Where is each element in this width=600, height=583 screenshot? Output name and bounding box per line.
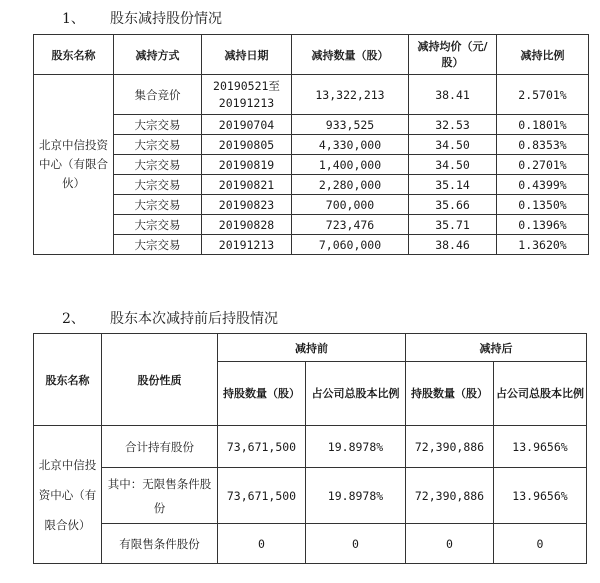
price-cell: 34.50 bbox=[409, 155, 497, 175]
header-holder: 股东名称 bbox=[34, 35, 114, 75]
section2-title: 股东本次减持前后持股情况 bbox=[110, 311, 278, 327]
ratio-before-cell: 0 bbox=[306, 524, 406, 564]
ratio-cell: 0.1396% bbox=[497, 215, 589, 235]
qty-cell: 4,330,000 bbox=[292, 135, 409, 155]
method-cell: 大宗交易 bbox=[114, 155, 202, 175]
method-cell: 大宗交易 bbox=[114, 175, 202, 195]
nature-cell: 合计持有股份 bbox=[102, 426, 218, 468]
holder-name: 北京中信投资中心（有限合伙） bbox=[34, 426, 102, 564]
method-cell: 大宗交易 bbox=[114, 135, 202, 155]
date-cell: 20190704 bbox=[202, 115, 292, 135]
qty-before-cell: 73,671,500 bbox=[218, 468, 306, 524]
ratio-before-cell: 19.8978% bbox=[306, 468, 406, 524]
table-row bbox=[34, 155, 589, 175]
qty-cell: 13,322,213 bbox=[292, 75, 409, 115]
date-cell: 20190521至20191213 bbox=[202, 75, 292, 115]
header-qty-after: 持股数量（股） bbox=[406, 362, 494, 426]
holder-name: 北京中信投资中心（有限合伙） bbox=[34, 75, 114, 255]
header-date: 减持日期 bbox=[202, 35, 292, 75]
price-cell: 38.46 bbox=[409, 235, 497, 255]
section2-heading bbox=[62, 308, 278, 328]
table-row bbox=[34, 468, 587, 524]
date-cell: 20190823 bbox=[202, 195, 292, 215]
table-row bbox=[34, 215, 589, 235]
holding-table bbox=[33, 333, 587, 564]
header-holder: 股东名称 bbox=[34, 334, 102, 426]
date-cell: 20190821 bbox=[202, 175, 292, 195]
price-cell: 35.14 bbox=[409, 175, 497, 195]
table-row bbox=[34, 235, 589, 255]
header-nature: 股份性质 bbox=[102, 334, 218, 426]
method-cell: 大宗交易 bbox=[114, 235, 202, 255]
nature-cell: 其中：无限售条件股份 bbox=[102, 468, 218, 524]
price-cell: 34.50 bbox=[409, 135, 497, 155]
ratio-before-cell: 19.8978% bbox=[306, 426, 406, 468]
ratio-cell: 0.1801% bbox=[497, 115, 589, 135]
qty-after-cell: 72,390,886 bbox=[406, 426, 494, 468]
ratio-after-cell: 0 bbox=[494, 524, 587, 564]
qty-cell: 700,000 bbox=[292, 195, 409, 215]
qty-before-cell: 73,671,500 bbox=[218, 426, 306, 468]
header-method: 减持方式 bbox=[114, 35, 202, 75]
header-price: 减持均价（元/股） bbox=[409, 35, 497, 75]
reduction-header-row bbox=[34, 35, 589, 75]
qty-cell: 7,060,000 bbox=[292, 235, 409, 255]
ratio-cell: 0.1350% bbox=[497, 195, 589, 215]
method-cell: 集合竞价 bbox=[114, 75, 202, 115]
table-row bbox=[34, 75, 589, 115]
holding-header-row bbox=[34, 334, 587, 362]
qty-cell: 723,476 bbox=[292, 215, 409, 235]
nature-cell: 有限售条件股份 bbox=[102, 524, 218, 564]
header-qty: 减持数量（股） bbox=[292, 35, 409, 75]
header-ratio: 减持比例 bbox=[497, 35, 589, 75]
ratio-after-cell: 13.9656% bbox=[494, 426, 587, 468]
price-cell: 35.66 bbox=[409, 195, 497, 215]
header-ratio-before: 占公司总股本比例 bbox=[306, 362, 406, 426]
method-cell: 大宗交易 bbox=[114, 215, 202, 235]
date-cell: 20191213 bbox=[202, 235, 292, 255]
price-cell: 38.41 bbox=[409, 75, 497, 115]
date-cell: 20190805 bbox=[202, 135, 292, 155]
qty-before-cell: 0 bbox=[218, 524, 306, 564]
ratio-cell: 1.3620% bbox=[497, 235, 589, 255]
table-row bbox=[34, 135, 589, 155]
price-cell: 35.71 bbox=[409, 215, 497, 235]
qty-cell: 2,280,000 bbox=[292, 175, 409, 195]
ratio-cell: 2.5701% bbox=[497, 75, 589, 115]
table-row bbox=[34, 524, 587, 564]
header-qty-before: 持股数量（股） bbox=[218, 362, 306, 426]
table-row bbox=[34, 175, 589, 195]
table-row bbox=[34, 115, 589, 135]
qty-after-cell: 72,390,886 bbox=[406, 468, 494, 524]
ratio-after-cell: 13.9656% bbox=[494, 468, 587, 524]
section1-heading bbox=[62, 8, 222, 28]
reduction-table bbox=[33, 34, 589, 255]
header-ratio-after: 占公司总股本比例 bbox=[494, 362, 587, 426]
ratio-cell: 0.4399% bbox=[497, 175, 589, 195]
date-cell: 20190828 bbox=[202, 215, 292, 235]
qty-cell: 1,400,000 bbox=[292, 155, 409, 175]
qty-cell: 933,525 bbox=[292, 115, 409, 135]
qty-after-cell: 0 bbox=[406, 524, 494, 564]
date-cell: 20190819 bbox=[202, 155, 292, 175]
section1-number: 1、 bbox=[62, 11, 85, 27]
header-after: 减持后 bbox=[406, 334, 587, 362]
table-row bbox=[34, 195, 589, 215]
ratio-cell: 0.8353% bbox=[497, 135, 589, 155]
section1-title: 股东减持股份情况 bbox=[110, 11, 222, 27]
table-row bbox=[34, 426, 587, 468]
price-cell: 32.53 bbox=[409, 115, 497, 135]
section2-number: 2、 bbox=[62, 311, 85, 327]
method-cell: 大宗交易 bbox=[114, 115, 202, 135]
ratio-cell: 0.2701% bbox=[497, 155, 589, 175]
header-before: 减持前 bbox=[218, 334, 406, 362]
method-cell: 大宗交易 bbox=[114, 195, 202, 215]
